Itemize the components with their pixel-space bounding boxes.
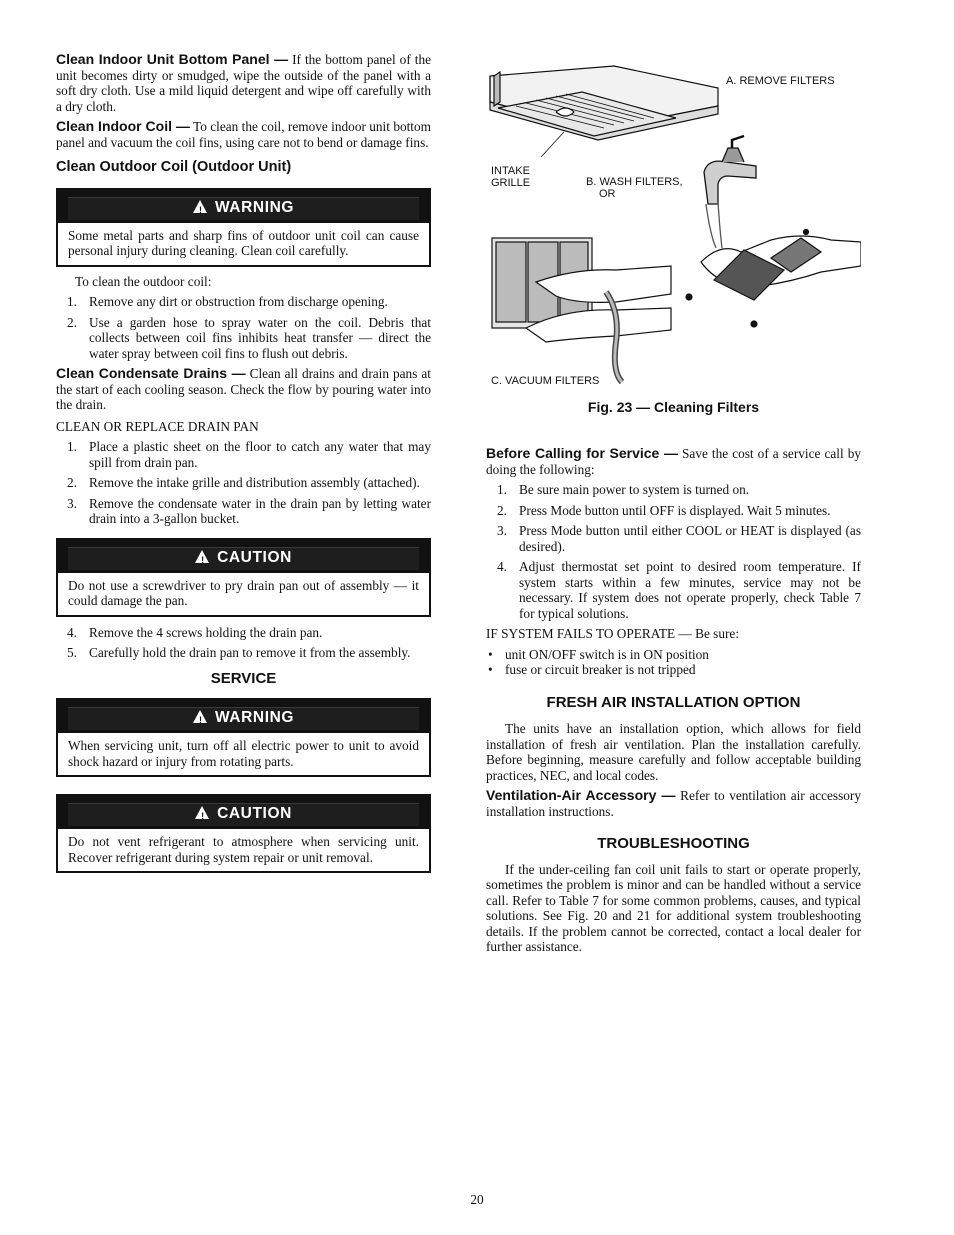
list-item: 3. Remove the condensate water in the drain pan by letting water drain into a 3-gallon bucket. [67, 495, 431, 526]
page-number: 20 [470, 1192, 484, 1207]
indoor-coil-heading: Clean Indoor Coil — [56, 118, 190, 134]
warning-text: Some metal parts and sharp fins of outdoor unit coil can cause personal injury during cleaning. Clean coil carefully. [68, 227, 419, 258]
caution-box-refrigerant [56, 794, 431, 873]
list-item: 3. Press Mode button until either COOL or HEAT is displayed (as desired). [497, 523, 861, 554]
fails-line: IF SYSTEM FAILS TO OPERATE — Be sure: [486, 626, 740, 641]
caution-header [58, 796, 429, 829]
caution-text: Do not use a screwdriver to pry drain pan out of assembly — it could damage the pan. [68, 577, 419, 608]
warning-box-outdoor [56, 188, 431, 267]
caution-title: CAUTION [217, 805, 292, 822]
label-grille: GRILLE [491, 177, 531, 189]
ventilation-text: Refer to ventilation air accessory installation instructions. [486, 788, 861, 819]
warning-triangle-icon: ! [193, 710, 207, 723]
caution-box-drain-pan [56, 538, 431, 617]
label-vacuum-filters: C. VACUUM FILTERS [491, 375, 600, 387]
drains-heading: Clean Condensate Drains — [56, 365, 246, 381]
list-item: 1. Be sure main power to system is turned on. [497, 482, 750, 497]
label-intake: INTAKE [491, 165, 530, 177]
list-item: 1. Place a plastic sheet on the floor to catch any water that may spill from drain pan. [67, 439, 431, 470]
list-item: 2. Use a garden hose to spray water on the coil. Debris that collects between coil fins inhibits heat transfer — direct the water spray between coil fins to flush out debris. [67, 314, 431, 361]
ventilation-heading: Ventilation-Air Accessory — [486, 787, 676, 803]
bottom-panel-paragraph [56, 52, 431, 114]
before-calling-text: Save the cost of a service call by doing the following: [486, 446, 861, 477]
outdoor-intro: To clean the outdoor coil: [75, 273, 212, 289]
vacuum-filter-illustration [492, 238, 671, 382]
caution-triangle-icon: ! [195, 550, 209, 563]
fresh-air-heading: FRESH AIR INSTALLATION OPTION [546, 693, 801, 711]
list-item: 4. Remove the 4 screws holding the drain pan. [67, 624, 323, 640]
before-calling-steps [486, 482, 861, 621]
troubleshooting-text: If the under-ceiling fan coil unit fails to start or operate properly, sometimes the problem is minor and can be handled without a service call. Refer to Table 7 for some common problems, causes, and typical solutions. See Fig. 20 and 21 for additional system troubleshooting details. If the problem cannot be corrected, contact a local dealer for further assistance. [486, 861, 861, 954]
warning-header [58, 190, 429, 223]
list-item: 2. Remove the intake grille and distribution assembly (attached). [67, 475, 420, 490]
troubleshooting-heading: TROUBLESHOOTING [597, 835, 750, 852]
hands-washing-illustration [686, 230, 861, 328]
list-item: • unit ON/OFF switch is in ON position [488, 646, 709, 662]
warning-triangle-icon: ! [193, 200, 207, 213]
list-item: 5. Carefully hold the drain pan to remove it from the assembly. [67, 645, 411, 660]
caution-text: Do not vent refrigerant to atmosphere when servicing unit. Recover refrigerant during system repair or unit removal. [68, 834, 419, 865]
check-bullets [486, 647, 861, 678]
left-column [56, 52, 431, 873]
outdoor-steps [56, 294, 431, 361]
figure-caption: Fig. 23 — Cleaning Filters [587, 399, 760, 415]
label-wash-filters: B. WASH FILTERS, [586, 176, 683, 188]
list-item: 2. Press Mode button until OFF is displayed. Wait 5 minutes. [497, 502, 831, 518]
service-heading: SERVICE [210, 669, 277, 687]
indoor-unit-illustration [490, 66, 718, 157]
ventilation-paragraph [486, 788, 861, 819]
before-calling-heading: Before Calling for Service — [486, 445, 678, 461]
list-item: • fuse or circuit breaker is not tripped [488, 662, 696, 677]
label-or: OR [599, 188, 616, 200]
list-item: 4. Adjust thermostat set point to desired room temperature. If system starts within a few minutes, service may not be necessary. If system does not operate properly, check Table 7 for typical solutions. [497, 559, 861, 621]
caution-triangle-icon: ! [195, 806, 209, 819]
fresh-air-text: The units have an installation option, which allows for field installation of fresh air ventilation. Plan the installation carefully. Before beginning, measure carefully and follow acceptable building practices, NEC, and local codes. [486, 721, 861, 783]
indoor-coil-paragraph [56, 119, 431, 150]
indoor-coil-text: To clean the coil, remove indoor unit bottom panel and vacuum the coil fins, using care not to bend or damage fins. [56, 119, 431, 150]
drain-pan-heading: CLEAN OR REPLACE DRAIN PAN [56, 418, 259, 434]
drain-pan-steps [56, 439, 431, 527]
cleaning-filters-figure [486, 62, 861, 392]
caution-title: CAUTION [217, 548, 292, 566]
warning-text: When servicing unit, turn off all electric power to unit to avoid shock hazard or injury from rotating parts. [68, 738, 419, 769]
label-remove-filters: A. REMOVE FILTERS [726, 75, 835, 87]
caution-header [58, 540, 429, 573]
outdoor-coil-heading: Clean Outdoor Coil (Outdoor Unit) [56, 159, 292, 175]
warning-box-service [56, 698, 431, 777]
drains-paragraph [56, 366, 431, 413]
drain-pan-steps-continued [56, 625, 431, 661]
right-column [486, 446, 861, 955]
before-calling-paragraph [486, 446, 861, 477]
faucet-illustration [704, 136, 756, 248]
warning-title: WARNING [214, 198, 295, 216]
bottom-panel-text: If the bottom panel of the unit becomes dirty or smudged, wipe the outside of the panel with a soft dry cloth. Use a mild liquid detergent and wipe off carefully with a dry cloth. [56, 52, 431, 114]
bottom-panel-heading: Clean Indoor Unit Bottom Panel — [56, 51, 289, 67]
warning-title: WARNING [214, 709, 295, 726]
list-item: 1. Remove any dirt or obstruction from discharge opening. [67, 294, 388, 309]
warning-header [58, 700, 429, 733]
drains-text: Clean all drains and drain pans at the start of each cooling season. Check the flow by pouring water into the drain. [56, 366, 431, 412]
